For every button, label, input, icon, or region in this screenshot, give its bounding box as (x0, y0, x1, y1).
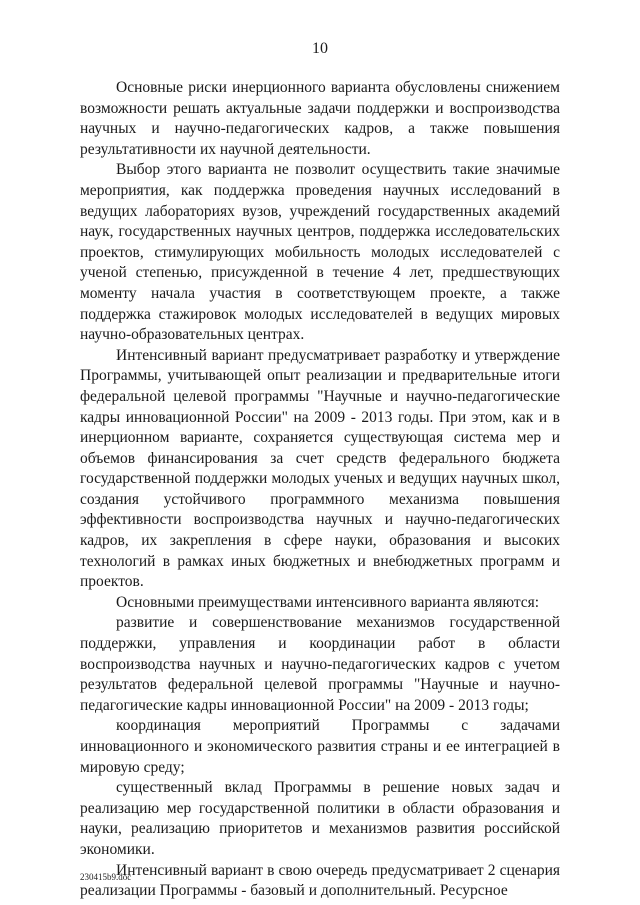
footer-filename: 230415b9.doc (80, 872, 132, 882)
paragraph-advantage-coordination: координация мероприятий Программы с задачами инновационного и экономического развития страны и ее интеграцией в мировую среду; (80, 717, 560, 776)
paragraph-risks: Основные риски инерционного варианта обусловлены снижением возможности решать актуальные задачи поддержки и воспроизводства научных и научно-педагогических кадров, а также повышения результативности их научной деятельности. (80, 79, 560, 158)
document-body (80, 78, 560, 902)
paragraph-advantage-contribution: существенный вклад Программы в решение новых задач и реализацию мер государственной политики в области образования и науки, реализацию приоритетов и механизмов развития российской экономики. (80, 779, 560, 858)
paragraph-intensive: Интенсивный вариант предусматривает разработку и утверждение Программы, учитывающей опыт реализации и предварительные итоги федеральной целевой программы "Научные и научно-педагогические кадры инновационной России" на 2009 - 2013 годы. При этом, как и в инерционном варианте, сохраняется существующая система мер и объемов финансирования за счет средств федерального бюджета государственной поддержки молодых ученых и ведущих научных школ, создания устойчивого программного механизма повышения эффективности воспроизводства научных и научно-педагогических кадров, их закрепления в сфере науки, образования и высоких технологий в рамках иных бюджетных и внебюджетных программ и проектов. (80, 346, 560, 591)
paragraph-scenarios: Интенсивный вариант в свою очередь предусматривает 2 сценария реализации Программы - базовый и дополнительный. Ресурсное (80, 861, 560, 900)
page-number: 10 (312, 40, 328, 57)
paragraph-choice: Выбор этого варианта не позволит осуществить такие значимые мероприятия, как поддержка проведения научных исследований в ведущих лабораториях вузов, учреждений государственных академий наук, государственных научных центров, поддержка исследовательских проектов, стимулирующих мобильность молодых исследователей с ученой степенью, присужденной в течение 4 лет, предшествующих моменту начала участия в соответствующем проекте, а также поддержка стажировок молодых исследователей в ведущих мировых научно-образовательных центрах. (80, 161, 560, 344)
paragraph-advantages-intro: Основными преимуществами интенсивного варианта являются: (116, 593, 540, 611)
paragraph-advantage-development: развитие и совершенствование механизмов государственной поддержки, управления и координации работ в области воспроизводства научных и научно-педагогических кадров с учетом результатов федеральной целевой программы "Научные и научно-педагогические кадры инновационной России" на 2009 - 2013 годы; (80, 614, 560, 714)
